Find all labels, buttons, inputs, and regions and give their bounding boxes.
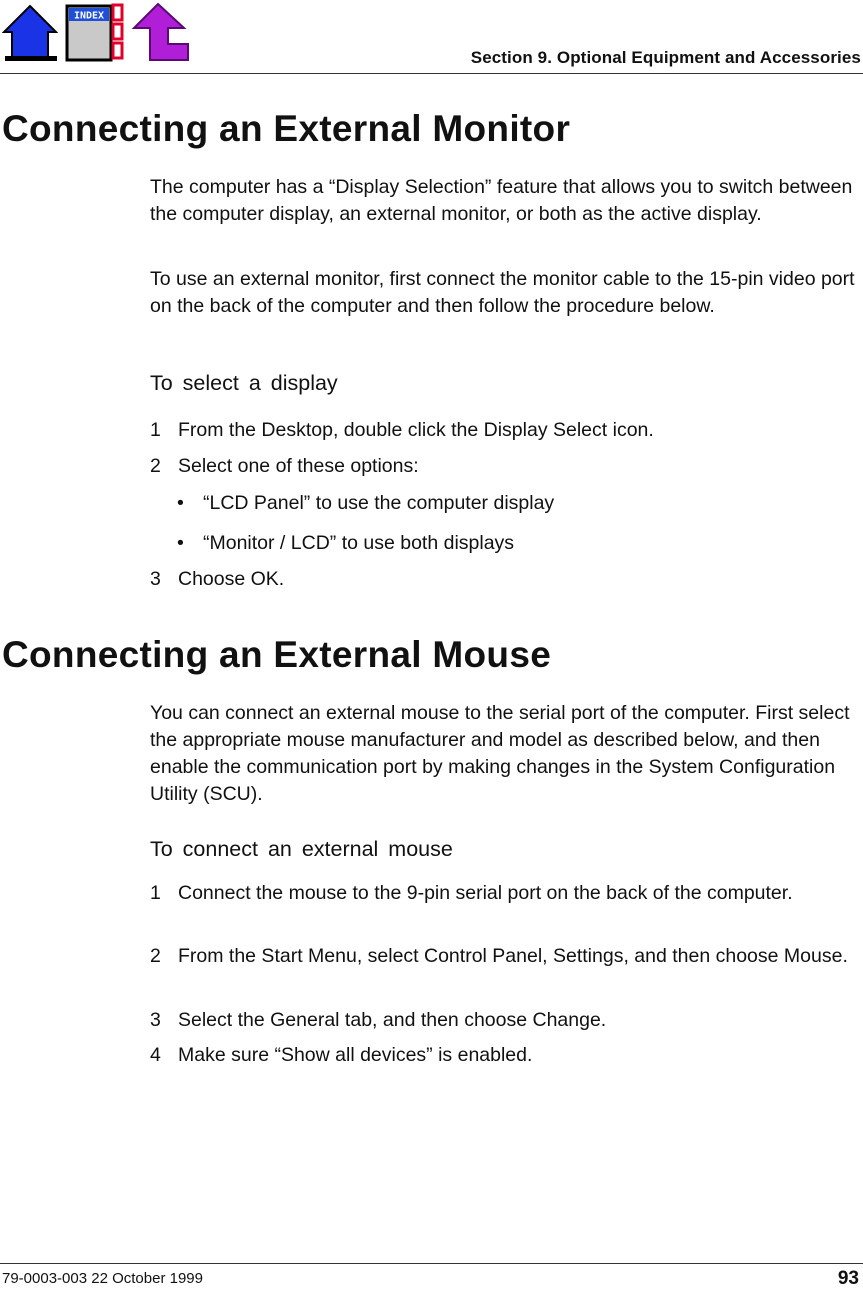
step-text: From the Desktop, double click the Display Select icon. — [178, 419, 654, 441]
step-item — [150, 566, 862, 593]
paragraph: You can connect an external mouse to the serial port of the computer. First select the appropriate mouse manufacturer and model as described below, and then enable the communication port by making changes in the System Configuration Utility (SCU). — [150, 702, 850, 805]
section-title-mouse: Connecting an External Mouse — [2, 634, 552, 675]
bullet-text: “LCD Panel” to use the computer display — [203, 492, 555, 514]
bullet-dot: • — [177, 532, 184, 554]
footer-rule — [0, 1263, 863, 1264]
bullet-item — [177, 490, 554, 517]
back-arrow-icon[interactable] — [130, 2, 190, 62]
bullet-text: “Monitor / LCD” to use both displays — [203, 532, 515, 554]
step-number: 4 — [150, 1044, 161, 1066]
step-number: 3 — [150, 1009, 161, 1031]
step-item — [150, 453, 862, 480]
page-number: 93 — [837, 1268, 859, 1289]
bullet-item — [177, 530, 514, 557]
home-icon[interactable] — [2, 2, 58, 62]
step-item — [150, 1007, 862, 1034]
step-number: 2 — [150, 455, 161, 477]
procedure-title: To connect an external mouse — [150, 837, 453, 861]
step-item — [150, 880, 862, 907]
step-text: From the Start Menu, select Control Panel, Settings, and then choose Mouse. — [178, 945, 848, 967]
step-text: Choose OK. — [178, 568, 285, 590]
bullet-dot: • — [177, 492, 184, 514]
header-rule — [0, 73, 863, 74]
step-number: 3 — [150, 568, 161, 590]
step-number: 1 — [150, 419, 161, 441]
step-number: 1 — [150, 882, 161, 904]
step-text: Select one of these options: — [178, 455, 419, 477]
paragraph: The computer has a “Display Selection” feature that allows you to switch between the computer display, an external monitor, or both as the active display. — [150, 176, 853, 225]
paragraph: To use an external monitor, first connect the monitor cable to the 15-pin video port on the back of the computer and then follow the procedure below. — [150, 268, 855, 317]
step-text: Connect the mouse to the 9-pin serial port on the back of the computer. — [178, 882, 793, 904]
section-title-monitor: Connecting an External Monitor — [2, 108, 571, 149]
step-number: 2 — [150, 945, 161, 967]
step-text: Make sure “Show all devices” is enabled. — [178, 1044, 533, 1066]
running-head: Section 9. Optional Equipment and Accessories — [470, 48, 861, 67]
step-item — [150, 1042, 862, 1069]
index-icon[interactable] — [64, 2, 126, 62]
step-text: Select the General tab, and then choose Change. — [178, 1009, 607, 1031]
step-item — [150, 943, 862, 970]
procedure-title: To select a display — [150, 371, 338, 395]
doc-id: 79-0003-003 22 October 1999 — [2, 1270, 203, 1287]
step-item — [150, 417, 862, 444]
index-icon-label: INDEX — [73, 10, 105, 22]
